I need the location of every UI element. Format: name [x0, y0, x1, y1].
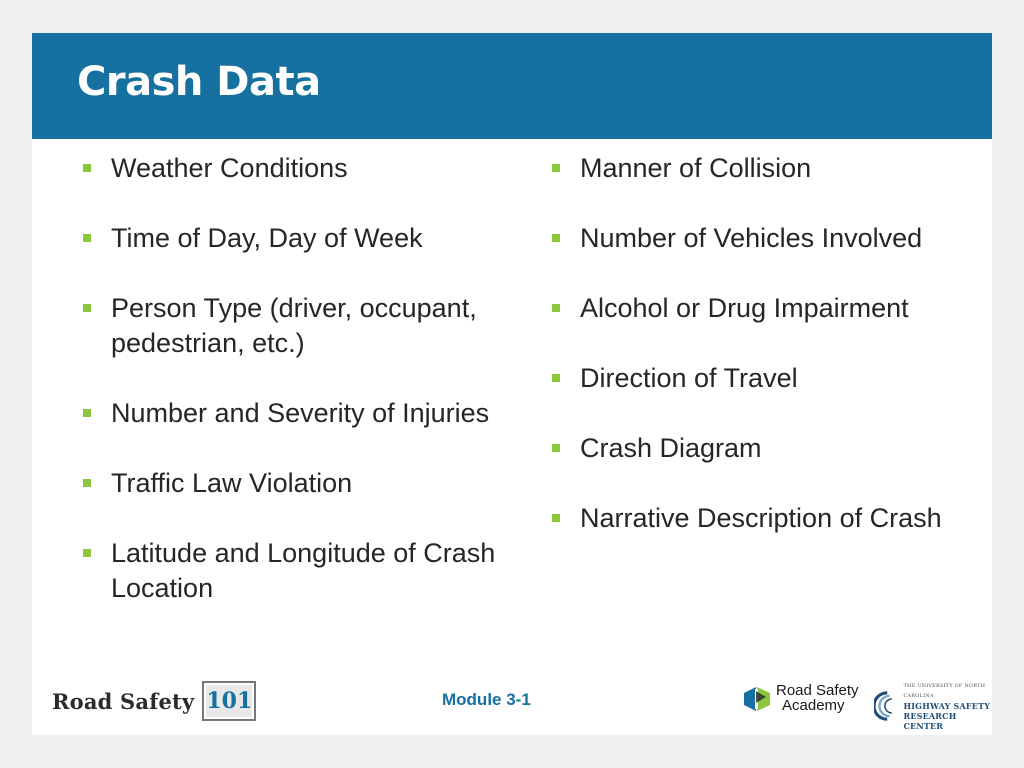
bullet-square-icon: [552, 234, 560, 242]
bullet-square-icon: [83, 549, 91, 557]
list-item: Traffic Law Violation: [80, 466, 500, 501]
bullet-square-icon: [83, 304, 91, 312]
bullet-square-icon: [552, 374, 560, 382]
hsrc-line-2: RESEARCH CENTER: [903, 711, 957, 731]
list-item: Number of Vehicles Involved: [549, 221, 989, 256]
left-bullet-list: [80, 151, 500, 606]
road-safety-101-logo: [52, 681, 256, 721]
list-item: Narrative Description of Crash: [549, 501, 989, 536]
logo-number-box: 101: [202, 681, 256, 721]
academy-line-2: Academy: [782, 697, 845, 714]
bullet-square-icon: [83, 234, 91, 242]
list-item: Manner of Collision: [549, 151, 989, 186]
bullet-square-icon: [552, 444, 560, 452]
hsrc-university-line: THE UNIVERSITY OF NORTH CAROLINA: [903, 683, 986, 699]
bullet-square-icon: [552, 514, 560, 522]
list-item: Time of Day, Day of Week: [80, 221, 500, 256]
academy-line-1: Road Safety: [776, 682, 859, 699]
list-item: Weather Conditions: [80, 151, 500, 186]
hsrc-logo: [874, 681, 992, 731]
bullet-square-icon: [83, 479, 91, 487]
title-bar: [32, 33, 992, 139]
bullet-square-icon: [552, 164, 560, 172]
road-safety-academy-logo: [742, 683, 859, 713]
list-item: Number and Severity of Injuries: [80, 396, 500, 431]
academy-road-icon: [742, 683, 772, 713]
list-item: Direction of Travel: [549, 361, 989, 396]
list-item: Person Type (driver, occupant, pedestrian, etc.): [80, 291, 500, 361]
bullet-square-icon: [552, 304, 560, 312]
list-item: Latitude and Longitude of Crash Location: [80, 536, 500, 606]
slide-title: Crash Data: [77, 59, 321, 105]
module-label: Module 3-1: [442, 690, 531, 709]
bullet-square-icon: [83, 409, 91, 417]
list-item: Alcohol or Drug Impairment: [549, 291, 989, 326]
slide: [32, 33, 992, 735]
logo-text: Road Safety: [52, 688, 195, 714]
hsrc-emblem-icon: [874, 687, 900, 725]
hsrc-line-1: HIGHWAY SAFETY: [903, 701, 991, 711]
bullet-square-icon: [83, 164, 91, 172]
list-item: Crash Diagram: [549, 431, 989, 466]
right-bullet-list: [549, 151, 989, 536]
